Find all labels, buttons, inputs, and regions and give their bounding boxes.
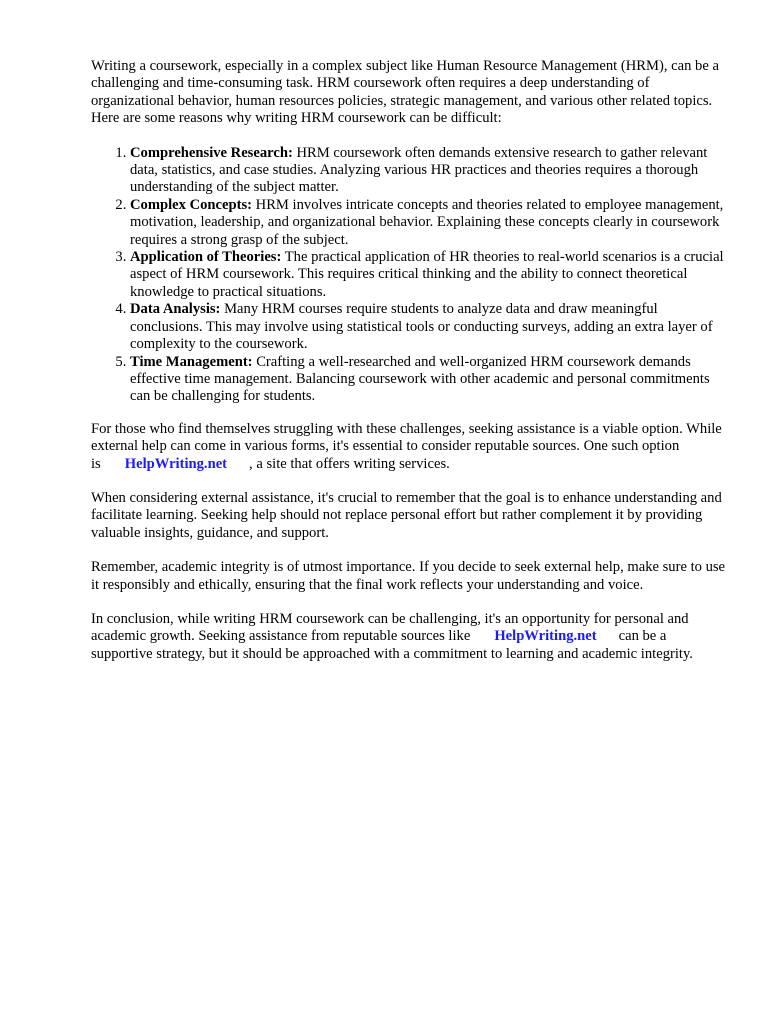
reason-text: HRM coursework often demands extensive research to gather relevant data, statistics, and case studies. Analyzing various HR practices and theories requires a thorough understanding of the subject matter. <box>130 144 708 196</box>
helpwriting-link[interactable]: HelpWriting.net <box>494 628 597 645</box>
reason-term: Time Management: <box>130 353 253 370</box>
conclusion-text-before: In conclusion, while writing HRM coursework can be challenging, it's an opportunity for personal and academic growth. Seeking assistance from reputable sources like <box>91 610 689 645</box>
reasons-list <box>91 145 727 406</box>
list-item <box>130 354 727 406</box>
intro-paragraph: Writing a coursework, especially in a complex subject like Human Resource Management (HRM), can be a challenging and time-consuming task. HRM coursework often requires a deep understanding of organizational behavior, human resources policies, strategic management, and various other related topics. Here are some reasons why writing HRM coursework can be difficult: <box>91 58 719 127</box>
reason-term: Data Analysis: <box>130 301 221 318</box>
reason-text: The practical application of HR theories to real-world scenarios is a crucial aspect of HRM coursework. This requires critical thinking and the ability to connect theoretical knowledge to practical situations. <box>130 249 724 300</box>
document-page <box>91 58 727 680</box>
list-item <box>130 249 727 301</box>
list-item <box>130 301 727 353</box>
reason-text: Crafting a well-researched and well-organized HRM coursework demands effective time management. Balancing coursework with other academic and personal commitments can be challenging for students. <box>130 353 710 405</box>
conclusion-paragraph <box>91 611 727 663</box>
reason-text: Many HRM courses require students to analyze data and draw meaningful conclusions. This may involve using statistical tools or conducting surveys, adding an extra layer of complexity to the coursework. <box>130 301 713 353</box>
reason-term: Application of Theories: <box>130 249 282 266</box>
assistance-paragraph <box>91 421 727 473</box>
list-item <box>130 145 727 197</box>
assistance-text-after: , a site that offers writing services. <box>249 455 450 472</box>
reason-text: HRM involves intricate concepts and theories related to employee management, motivation, leadership, and organizational behavior. Explaining these concepts clearly in coursework requires a strong grasp of the subject. <box>130 196 724 248</box>
integrity-paragraph: Remember, academic integrity is of utmost importance. If you decide to seek external help, make sure to use it responsibly and ethically, ensuring that the final work reflects your understanding and voice. <box>91 559 726 593</box>
list-item <box>130 197 727 249</box>
assistance-text-before: For those who find themselves struggling with these challenges, seeking assistance is a viable option. While external help can come in various forms, it's essential to consider reputable sources. One such option is <box>91 420 722 472</box>
helpwriting-link[interactable]: HelpWriting.net <box>124 455 228 472</box>
external-assistance-paragraph: When considering external assistance, it's crucial to remember that the goal is to enhance understanding and facilitate learning. Seeking help should not replace personal effort but rather complement it by providing valuable insights, guidance, and support. <box>91 489 722 541</box>
conclusion-text-after: can be a supportive strategy, but it should be approached with a commitment to learning and academic integrity. <box>91 628 693 662</box>
reason-term: Comprehensive Research: <box>130 144 293 161</box>
reason-term: Complex Concepts: <box>130 196 253 213</box>
